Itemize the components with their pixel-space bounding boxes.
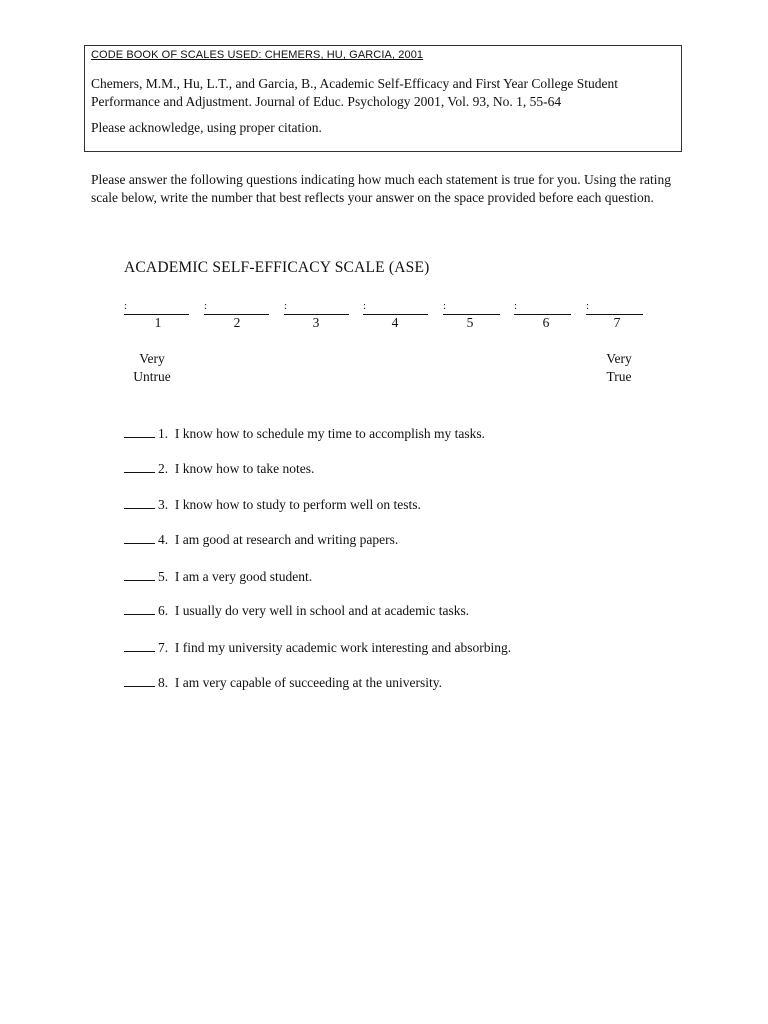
answer-blank[interactable]: [124, 566, 155, 581]
scale-blank-7: :: [586, 300, 643, 315]
question-number: 6.: [158, 603, 169, 618]
answer-blank[interactable]: [124, 423, 155, 438]
question-item: [124, 672, 442, 692]
question-number: 3.: [158, 497, 169, 512]
question-number: 8.: [158, 675, 169, 690]
question-item: [124, 566, 312, 586]
question-text: I am good at research and writing papers.: [174, 532, 399, 547]
question-number: 5.: [158, 569, 169, 584]
question-number: 4.: [158, 532, 169, 547]
answer-blank[interactable]: [124, 458, 155, 473]
citation-box: [84, 45, 682, 152]
question-item: [124, 529, 398, 549]
scale-number-1: 1: [154, 315, 162, 330]
question-number: 2.: [158, 461, 169, 476]
scale-number-4: 4: [391, 315, 399, 330]
question-text: I know how to schedule my time to accomplish my tasks.: [174, 426, 485, 441]
question-text: I know how to study to perform well on tests.: [174, 497, 421, 512]
scale-number-5: 5: [466, 315, 474, 330]
question-text: I usually do very well in school and at academic tasks.: [174, 603, 470, 618]
scale-title: ACADEMIC SELF-EFFICACY SCALE (ASE): [124, 259, 430, 276]
question-text: I am a very good student.: [174, 569, 313, 584]
high-anchor-line2: True: [606, 369, 632, 384]
answer-blank[interactable]: [124, 637, 155, 652]
question-text: I find my university academic work interesting and absorbing.: [174, 640, 512, 655]
question-item: [124, 494, 421, 514]
question-item: [124, 637, 511, 657]
scale-blank-6: :: [514, 300, 571, 315]
reference-citation: Chemers, M.M., Hu, L.T., and Garcia, B., Academic Self-Efficacy and First Year College Student Performance and Adjustment. Journal of Educ. Psychology 2001, Vol. 93, No. 1, 55-64: [91, 76, 619, 109]
instructions-text: Please answer the following questions indicating how much each statement is true for you. Using the rating scale below, write the number that best reflects your answer on the space provided before each question.: [91, 172, 671, 205]
acknowledge-note: Please acknowledge, using proper citation.: [91, 120, 322, 135]
low-anchor-line1: Very: [139, 351, 165, 366]
scale-blank-1: :: [124, 300, 189, 315]
low-anchor-line2: Untrue: [133, 369, 171, 384]
scale-number-2: 2: [233, 315, 241, 330]
low-anchor-label: [122, 350, 182, 386]
codebook-heading: CODE BOOK OF SCALES USED: CHEMERS, HU, GARCIA, 2001: [91, 49, 424, 61]
question-number: 1.: [158, 426, 169, 441]
question-text: I know how to take notes.: [174, 461, 315, 476]
scale-number-7: 7: [613, 315, 621, 330]
scale-blank-4: :: [363, 300, 428, 315]
question-number: 7.: [158, 640, 169, 655]
question-text: I am very capable of succeeding at the university.: [174, 675, 443, 690]
high-anchor-line1: Very: [606, 351, 632, 366]
scale-number-3: 3: [312, 315, 320, 330]
scale-blank-5: :: [443, 300, 500, 315]
answer-blank[interactable]: [124, 529, 155, 544]
scale-number-6: 6: [542, 315, 550, 330]
question-item: [124, 600, 469, 620]
scale-blank-2: :: [204, 300, 269, 315]
high-anchor-label: [589, 350, 649, 386]
answer-blank[interactable]: [124, 600, 155, 615]
question-item: [124, 423, 485, 443]
scale-blank-3: :: [284, 300, 349, 315]
answer-blank[interactable]: [124, 672, 155, 687]
question-item: [124, 458, 314, 478]
answer-blank[interactable]: [124, 494, 155, 509]
